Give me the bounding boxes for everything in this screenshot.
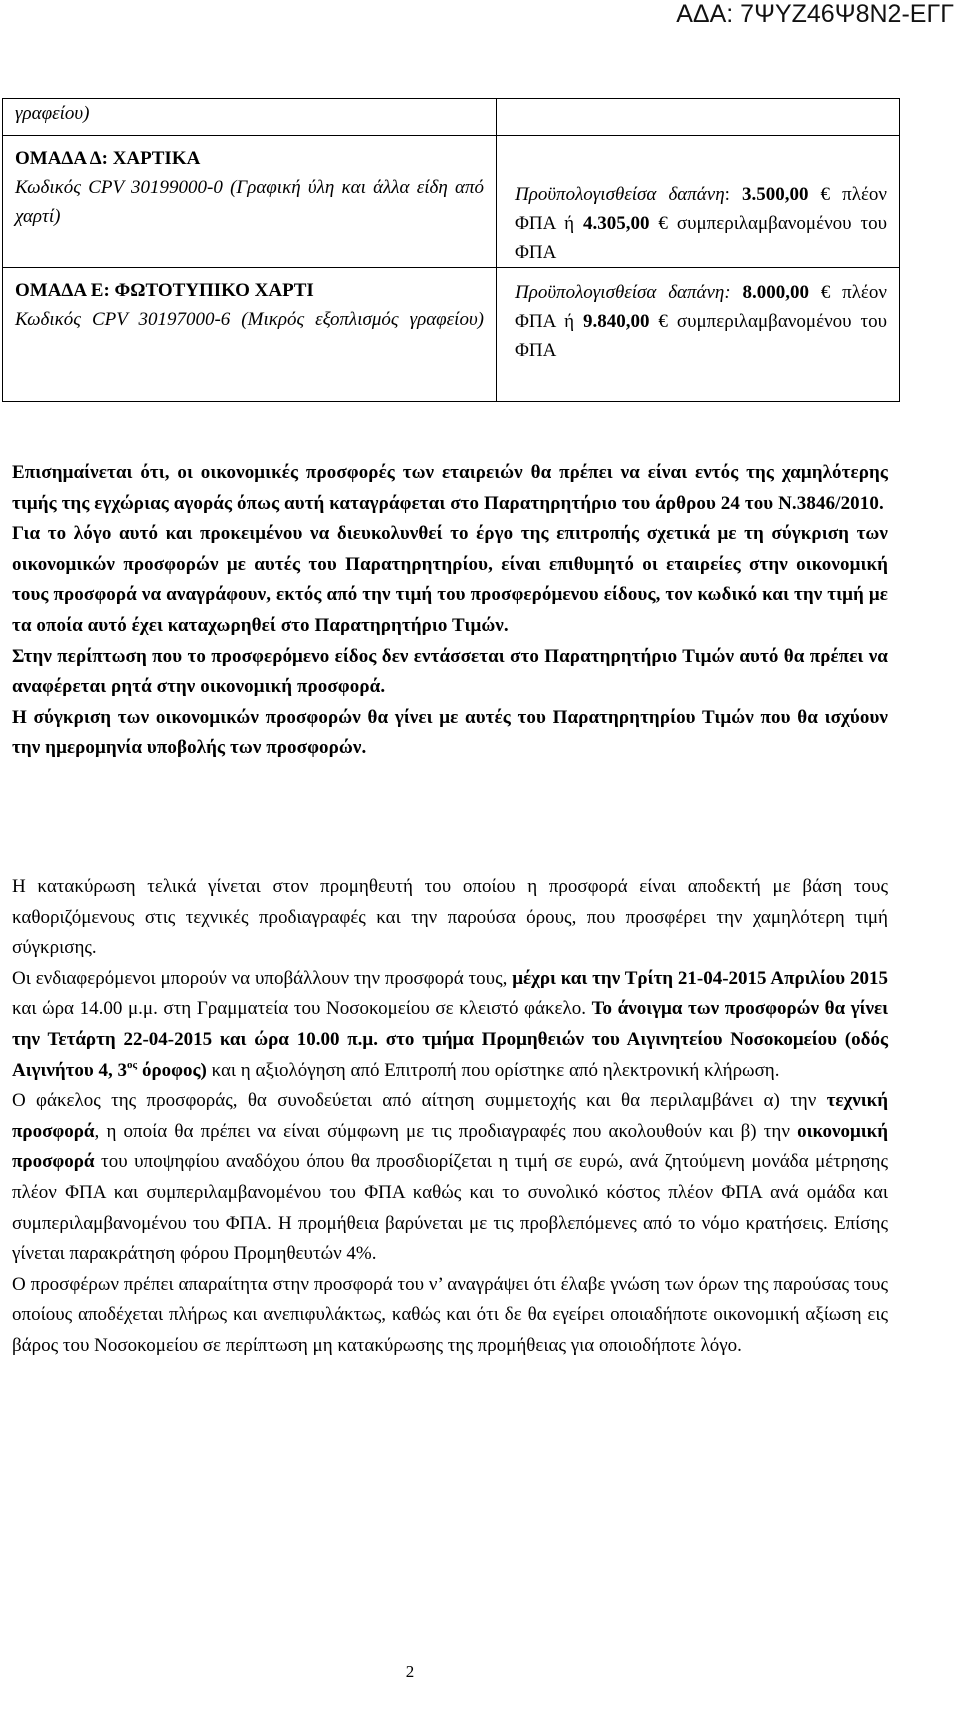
cpv-continuation: γραφείου) [3,99,497,136]
lot-title: ΟΜΑΔΑ Ε: ΦΩΤΟΤΥΠΙΚΟ ΧΑΡΤΙ [15,280,314,301]
text: και ώρα 14.00 μ.μ. στη Γραμματεία του Νοσοκομείου σε κλειστό φάκελο. [12,998,592,1020]
table-row [3,99,900,136]
floor-text: όροφος) [137,1059,207,1081]
lot-title: ΟΜΑΔΑ Δ: ΧΑΡΤΙΚΑ [15,148,201,169]
lot-description [3,136,497,268]
paragraph: Για το λόγο αυτό και προκειμένου να διευκολυνθεί το έργο της επιτροπής σχετικά με τη σύγκριση των οικονομικών προσφορών με αυτές του Παρατηρητηρίου, είναι επιθυμητό οι εταιρείες στην οικονομική τους προσφορά να αναγράφουν, εκτός από την τιμή του προσφερόμενου είδους, τον κωδικό και την τιμή με τα οποία αυτό έχει καταχωρηθεί στο Παρατηρητήριο Τιμών. [12,523,888,636]
lot-description [3,268,497,402]
technical-offer: τεχνική προσφορά [12,1090,888,1142]
opening-info: Το άνοιγμα των προσφορών θα γίνει την Τετάρτη 22-04-2015 και ώρα 10.00 π.μ. στο τμήμα Προμηθειών του Αιγινητείου Νοσοκομείου (οδός Αιγινήτου 4, 3 [12,998,888,1081]
ada-code: ΑΔΑ: 7ΨΥΖ46Ψ8Ν2-ΕΓΓ [676,0,954,28]
text: και η αξιολόγηση από Επιτροπή που ορίστηκε από ηλεκτρονική κλήρωση. [206,1059,780,1081]
amount-net: 8.000,00 [742,282,809,303]
deadline-date: μέχρι και την Τρίτη 21-04-2015 Απριλίου 2015 [512,967,889,989]
text: Οι ενδιαφερόμενοι μπορούν να υποβάλλουν την προσφορά τους, [12,967,513,989]
budget-label: Προϋπολογισθείσα δαπάνη [515,184,725,205]
page-number: 2 [405,1662,415,1681]
budget-label: Προϋπολογισθείσα δαπάνη: [515,282,743,303]
amount-gross: 4.305,00 [583,213,650,234]
text: Ο φάκελος της προσφοράς, θα συνοδεύεται από αίτηση συμμετοχής και θα περιλαμβάνει α) την [12,1090,827,1112]
paragraph: Στην περίπτωση που το προσφερόμενο είδος δεν εντάσσεται στο Παρατηρητήριο Τιμών αυτό θα πρέπει να αναφέρεται ρητά στην οικονομική προσφορά. [12,645,888,698]
envelope-paragraph [12,1086,888,1270]
lot-cpv: Κωδικός CPV 30197000-6 (Μικρός εξοπλισμός γραφείου) [15,309,484,330]
lot-budget [497,136,900,268]
lot-budget [497,268,900,402]
lots-table [2,98,900,402]
paragraph: Επισημαίνεται ότι, οι οικονομικές προσφορές των εταιρειών θα πρέπει να είναι εντός της χαμηλότερης τιμής της εγχώριας αγοράς όπως αυτή καταγράφεται στο Παρατηρητήριο του άρθρου 24 του Ν.3846/2010. [12,462,888,514]
amount-gross-suffix: € συμπεριλαμβανομένου του ΦΠΑ [515,213,888,263]
amount-gross: 9.840,00 [583,311,650,332]
empty-cell [497,99,900,136]
terms-section [12,872,888,1362]
amount-net-suffix: € πλέον ΦΠΑ ή [515,282,887,332]
text: του υποψηφίου αναδόχου όπου θα προσδιορίζεται η τιμή σε ευρώ, ανά ζητούμενη μονάδα μέτρησης πλέον ΦΠΑ και συμπεριλαμβανομένου του ΦΠΑ καθώς και το συνολικό κόστος πλέον ΦΠΑ ανά ομάδα και συμπεριλαμβανομένου του ΦΠΑ. Η προμήθεια βαρύνεται με τις προβλεπόμενες από το νόμο κρατήσεις. Επίσης γίνεται παρακράτηση φόρου Προμηθευτών 4%. [12,1151,888,1265]
deadline-paragraph [12,964,888,1086]
paragraph: Η σύγκριση των οικονομικών προσφορών θα γίνει με αυτές του Παρατηρητηρίου Τιμών που θα ισχύουν την ημερομηνία υποβολής των προσφορών. [12,706,888,759]
award-paragraph: Η κατακύρωση τελικά γίνεται στον προμηθευτή του οποίου η προσφορά είναι αποδεκτή με βάση τους καθοριζόμενους στις τεχνικές προδιαγραφές και την παρούσα όρους, που προσφέρει την χαμηλότερη τιμή σύγκρισης. [12,876,888,959]
financial-offer: οικονομική προσφορά [12,1120,888,1173]
table-row [3,136,900,268]
ordinal-superscript: ος [127,1058,138,1071]
amount-net-suffix: € πλέον ΦΠΑ ή [515,184,888,234]
table-row [3,268,900,402]
declaration-paragraph: Ο προσφέρων πρέπει απαραίτητα στην προσφορά του ν’ αναγράψει ότι έλαβε γνώση των όρων της παρούσας τους οποίους αποδέχεται πλήρως και ανεπιφυλάκτως, καθώς και ότι δε θα εγείρει οποιαδήποτε οικονομική αξίωση εις βάρος του Νοσοκομείου σε περίπτωση μη κατακύρωσης της προμήθειας για οποιοδήποτε λόγο. [12,1273,888,1356]
text: , η οποία θα πρέπει να είναι σύμφωνη με τις προδιαγραφές που ακολουθούν και β) την [94,1120,798,1142]
observatory-notice [12,458,888,764]
budget-sep: : [724,184,742,205]
amount-gross-suffix: € συμπεριλαμβανομένου του ΦΠΑ [515,311,888,361]
amount-net: 3.500,00 [741,184,809,205]
lot-cpv: Κωδικός CPV 30199000-0 (Γραφική ύλη και άλλα είδη από χαρτί) [15,177,484,227]
